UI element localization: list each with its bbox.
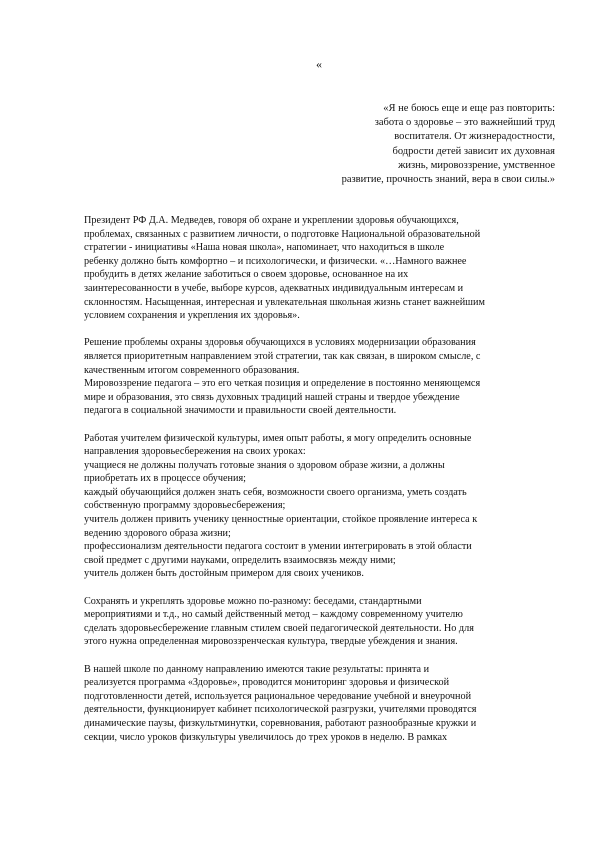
body-text: [84, 214, 556, 744]
text-line: деятельности, функционирует кабинет психологической разгрузки, учителями проводятся: [84, 704, 477, 716]
text-line: Решение проблемы охраны здоровья обучающихся в условиях модернизации образования: [84, 337, 476, 349]
epigraph: [255, 102, 555, 187]
text-line: проблемах, связанных с развитием личности, о подготовке Национальной образовательной: [84, 228, 481, 240]
text-line: учитель должен привить ученику ценностные ориентации, стойкое проявление интереса к: [84, 514, 478, 526]
text-line: пробудить в детях желание заботиться о своем здоровье, основанное на их: [84, 269, 409, 281]
epigraph-line: развитие, прочность знаний, вера в свои силы.»: [341, 174, 555, 186]
text-line: этого нужна определенная мировоззренческая культура, твердые убеждения и знания.: [84, 636, 458, 648]
text-line: профессионализм деятельности педагога состоит в умении интегрировать в этой области: [84, 541, 472, 553]
text-line: является приоритетным направлением этой стратегии, так как связан, в широком смысле, с: [84, 350, 481, 362]
paragraph-school-results: [84, 663, 556, 745]
text-line: качественным итогом современного образования.: [84, 364, 300, 376]
text-line: учитель должен быть достойным примером для своих учеников.: [84, 568, 364, 580]
epigraph-line: забота о здоровье – это важнейший труд: [374, 117, 555, 129]
text-line: склонностям. Насыщенная, интересная и увлекательная школьная жизнь станет важнейшим: [84, 296, 485, 308]
paragraph-health-problem: [84, 336, 556, 418]
text-line: учащиеся не должны получать готовые знания о здоровом образе жизни, а должны: [84, 459, 445, 471]
text-line: стратегии - инициативы «Наша новая школа», напоминает, что находиться в школе: [84, 242, 445, 254]
text-line: ребенку должно быть комфортно – и психологически, и физически. «…Намного важнее: [84, 255, 467, 267]
epigraph-line: воспитателя. От жизнерадостности,: [394, 131, 555, 143]
opening-quote-mark: «: [316, 57, 322, 71]
text-line: ведению здорового образа жизни;: [84, 527, 231, 539]
paragraph-pe-teacher: [84, 432, 556, 582]
text-line: каждый обучающийся должен знать себя, возможности своего организма, уметь создать: [84, 486, 467, 498]
text-line: мероприятиями и т.д., но самый действенный метод – каждому современному учителю: [84, 609, 463, 621]
text-line: В нашей школе по данному направлению имеются такие результаты: принята и: [84, 663, 430, 675]
text-line: направления здоровьесбережения на своих уроках:: [84, 446, 306, 458]
epigraph-line: бодрости детей зависит их духовная: [392, 145, 555, 157]
text-line: заинтересованности в учебе, выборе курсов, адекватных индивидуальным интересам и: [84, 282, 464, 294]
text-line: секции, число уроков физкультуры увеличилось до трех уроков в неделю. В рамках: [84, 731, 448, 743]
text-line: свой предмет с другими науками, определить взаимосвязь между ними;: [84, 554, 396, 566]
text-line: собственную программу здоровьесбережения;: [84, 500, 286, 512]
text-line: условием сохранения и укрепления их здоровья».: [84, 310, 300, 322]
text-line: педагога в социальной значимости и правильности своей деятельности.: [84, 405, 397, 417]
text-line: реализуется программа «Здоровье», проводится мониторинг здоровья и физической: [84, 677, 450, 689]
epigraph-line: жизнь, мировоззрение, умственное: [398, 159, 555, 171]
text-line: сделать здоровьесбережение главным стилем своей педагогической деятельности. Но для: [84, 622, 474, 634]
text-line: Работая учителем физической культуры, имея опыт работы, я могу определить основные: [84, 432, 472, 444]
text-line: мире и образования, это связь духовных традиций нашей страны и твердое убеждение: [84, 391, 460, 403]
epigraph-line: «Я не боюсь еще и еще раз повторить:: [383, 103, 555, 114]
paragraph-preserve-health: [84, 595, 556, 649]
paragraph-president-quote: [84, 214, 556, 323]
text-line: подготовленности детей, используется рациональное чередование учебной и внеурочной: [84, 690, 472, 702]
text-line: Президент РФ Д.А. Медведев, говоря об охране и укреплении здоровья обучающихся,: [84, 215, 459, 226]
text-line: Сохранять и укреплять здоровье можно по-разному: беседами, стандартными: [84, 595, 422, 607]
text-line: Мировоззрение педагога – это его четкая позиция и определение в постоянно меняющемся: [84, 378, 481, 390]
text-line: приобретать их в процессе обучения;: [84, 473, 246, 485]
text-line: динамические паузы, физкультминутки, соревнования, работают разнообразные кружки и: [84, 717, 477, 729]
